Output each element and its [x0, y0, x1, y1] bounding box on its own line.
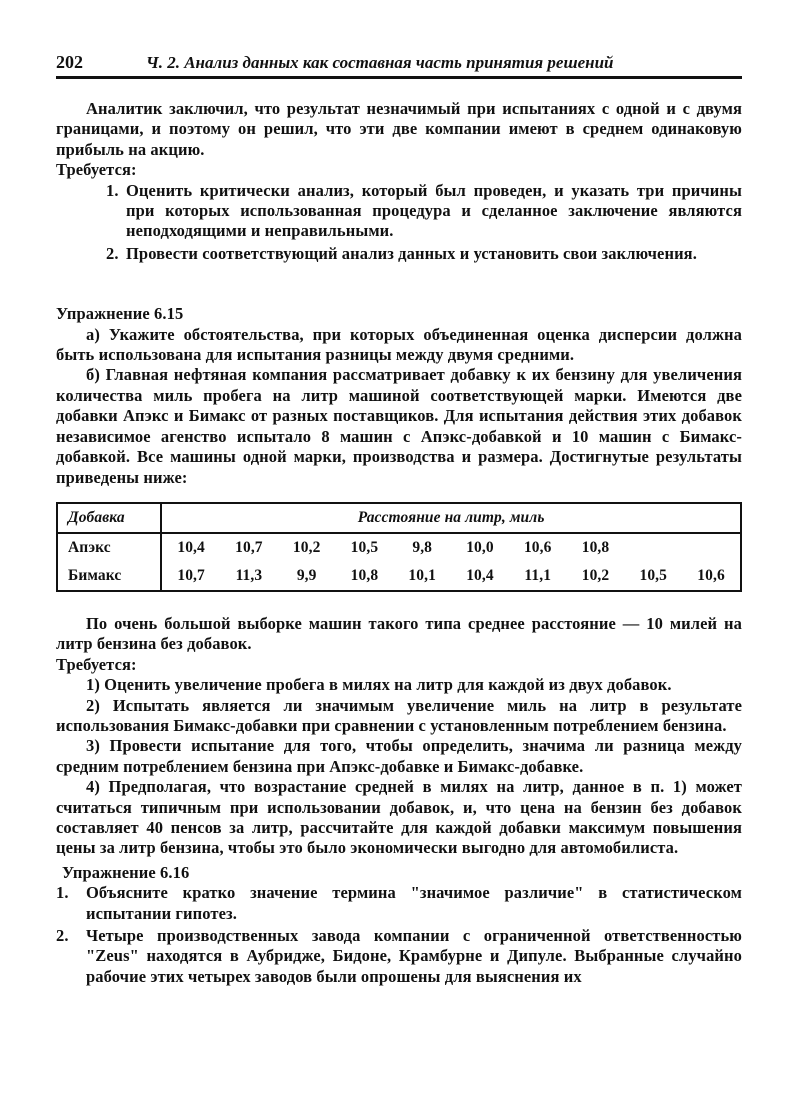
table-cell: 10,7 — [235, 538, 263, 556]
table-cell: 10,8 — [350, 566, 379, 584]
table-cell: 10,4 — [177, 538, 205, 556]
mileage-table — [56, 502, 742, 592]
exercise-6-16-task-number: 2. — [56, 926, 69, 945]
intro-task-number: 1. — [106, 180, 119, 200]
exercise-6-16-task-text: Объясните кратко значение термина "значимое различие" в статистическом испытании гипотез. — [86, 883, 742, 923]
table-cell: 10,1 — [408, 566, 436, 584]
exercise-6-16-task — [56, 926, 742, 987]
table-header-distance: Расстояние на литр, миль — [161, 503, 741, 533]
table-cell: 11,3 — [235, 566, 263, 584]
intro-task-text: Провести соответствующий анализ данных и установить свои заключения. — [126, 243, 697, 263]
table-cell: 10,7 — [177, 566, 205, 584]
row-label-bimax: Бимакс — [57, 562, 161, 591]
table-cell: 10,6 — [523, 538, 552, 556]
table-cell: 10,2 — [292, 538, 321, 556]
row-label-apex: Апэкс — [57, 533, 161, 562]
exercise-6-16-task-number: 1. — [56, 883, 69, 903]
exercise-6-16 — [56, 863, 742, 987]
running-header — [56, 52, 742, 79]
page-number: 202 — [56, 52, 83, 72]
exercise-6-16-title: Упражнение 6.16 — [62, 862, 190, 882]
exercise-6-15-required-label: Требуется: — [56, 654, 137, 674]
table-cell: 10,4 — [466, 566, 494, 584]
table-cell: 9,8 — [412, 538, 433, 556]
table-cell: 11,1 — [524, 566, 552, 584]
exercise-6-15-part-a: а) Укажите обстоятельства, при которых объединенная оценка дисперсии должна быть использована для испытания разницы между двумя средними. — [56, 324, 742, 365]
intro-required-label: Требуется: — [56, 160, 137, 180]
exercise-6-15-item: 3) Провести испытание для того, чтобы определить, значима ли разница между средним потреблением бензина при Апэкс-добавке и Бимакс-добавке. — [56, 736, 742, 776]
after-table-paragraph: По очень большой выборке машин такого типа среднее расстояние — 10 милей на литр бензина без добавок. — [56, 613, 742, 654]
table-row — [57, 533, 741, 562]
exercise-6-16-task — [56, 883, 742, 924]
exercise-6-16-task-list — [56, 883, 742, 987]
table-row — [57, 562, 741, 591]
table-cell: 10,5 — [639, 566, 668, 584]
exercise-6-16-task-text: Четыре производственных завода компании с ограниченной ответственностью "Zeus" находятся в Аубридже, Бидоне, Крамбурне и Дипуле. Выбранные случайно рабочие этих четырех заводов были опрошены для выяснения их — [86, 926, 742, 986]
intro-task — [56, 181, 742, 242]
table-cell — [682, 533, 741, 562]
intro-task-list — [56, 181, 742, 265]
table-cell: 10,5 — [350, 538, 379, 556]
table-header-additive: Добавка — [57, 503, 161, 533]
intro-task-number: 2. — [106, 243, 119, 263]
exercise-6-15-part-b: б) Главная нефтяная компания рассматривает добавку к их бензину для увеличения количества миль пробега на литр машиной соответствующей марки. Имеются две добавки Апэкс и Бимакс от разных поставщиков. Для испытания действия этих добавок независимое агенство испытало 8 машин с Апэкс-добавкой и 10 машин с Бимакс-добавкой. Все машины одной марки, производства и размера. Достигнутые результаты приведены ниже: — [56, 365, 742, 487]
intro-section — [56, 99, 742, 264]
table-cell: 10,0 — [466, 538, 494, 556]
running-title: Ч. 2. Анализ данных как составная часть принятия решений — [146, 53, 614, 72]
exercise-6-15-title: Упражнение 6.15 — [56, 304, 184, 324]
intro-paragraph: Аналитик заключил, что результат незначимый при испытаниях с одной и с двумя границами, и поэтому он решил, что эти две компании имеют в среднем одинаковую прибыль на акцию. — [56, 99, 742, 159]
table-cell: 9,9 — [296, 566, 317, 584]
exercise-6-15-item: 4) Предполагая, что возрастание средней в милях на литр, данное в п. 1) может считаться типичным при использовании добавок, и, что цена на бензин без добавок составляет 40 пенсов за литр, рассчитайте для каждой добавки максимум повышения цены за литр бензина, чтобы это было экономически выгодно для автомобилиста. — [56, 777, 742, 858]
exercise-6-15-item: 2) Испытать является ли значимым увеличение миль на литр в результате использования Бимакс-добавки при сравнении с установленным потреблением бензина. — [56, 695, 742, 735]
table-cell: 10,6 — [697, 566, 725, 584]
intro-task-text: Оценить критически анализ, который был проведен, и указать три причины при которых использованная процедура и сделанное заключение являются неподходящими и неправильными. — [126, 180, 742, 241]
table-cell: 10,2 — [581, 566, 610, 584]
table-cell: 10,8 — [581, 538, 610, 556]
table-cell — [624, 533, 682, 562]
exercise-6-15-item: 1) Оценить увеличение пробега в милях на литр для каждой из двух добавок. — [86, 675, 672, 695]
page — [56, 52, 742, 987]
intro-task — [56, 244, 742, 264]
exercise-6-15 — [56, 304, 742, 859]
